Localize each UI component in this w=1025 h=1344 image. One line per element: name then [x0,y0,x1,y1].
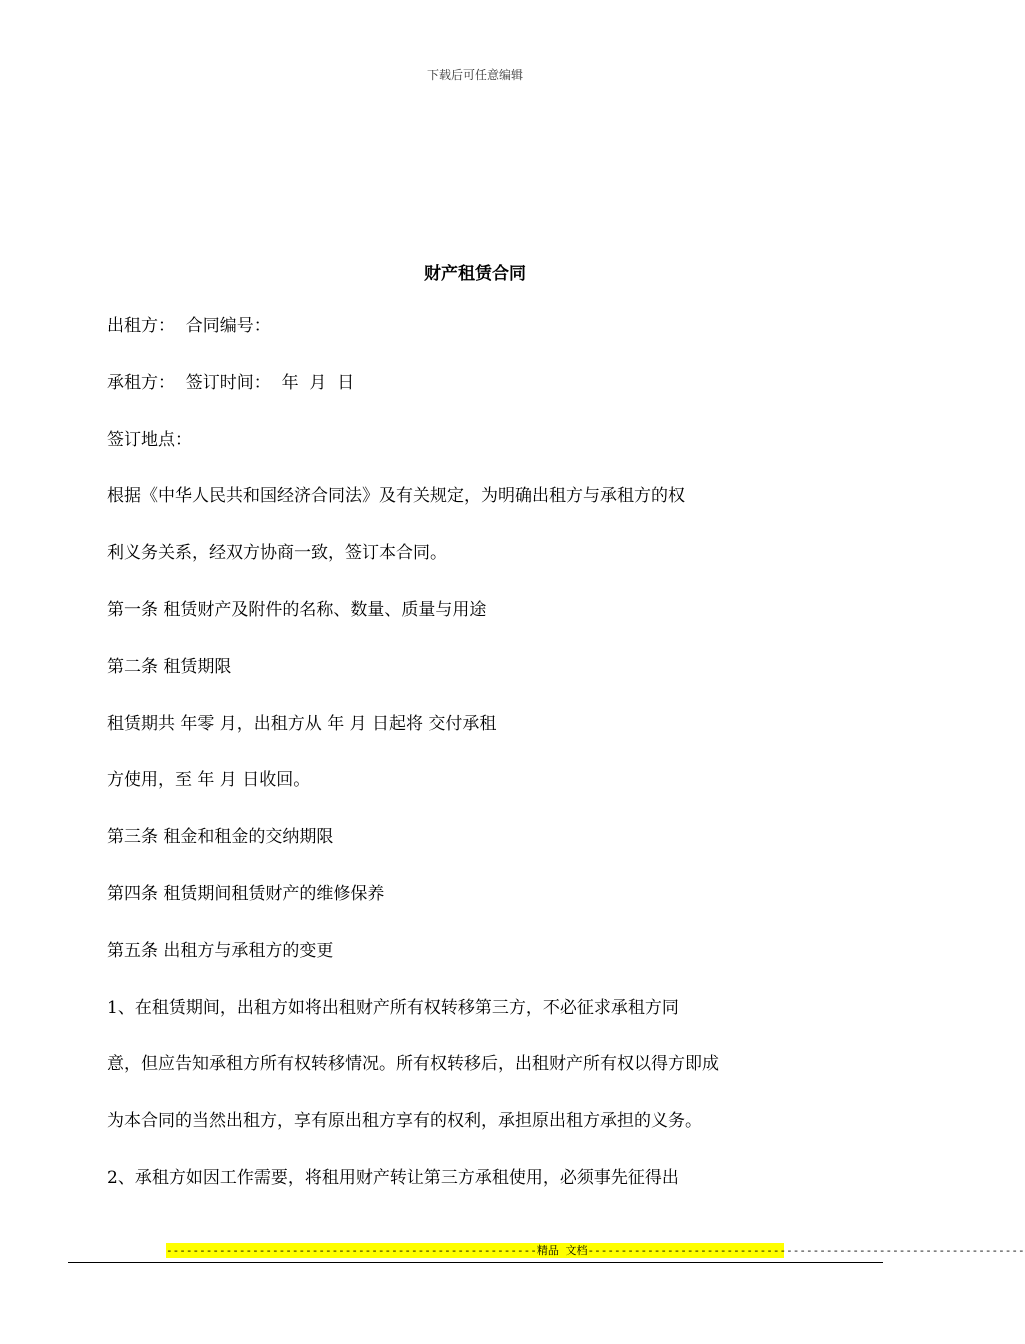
body-line: 出租方： 合同编号： [107,316,271,336]
body-line: 租赁期共 年零 月，出租方从 年 月 日起将 交付承租 [107,713,497,734]
body-line: 为本合同的当然出租方，享有原出租方享有的权利，承担原出租方承担的义务。 [107,1111,702,1132]
footer-banner: --------------------------------------------------------精品 文档------------------------------------------------------------------ [166,1244,1025,1257]
body-line: 根据《中华人民共和国经济合同法》及有关规定，为明确出租方与承租方的权 [107,486,685,507]
body-line: 第三条 租金和租金的交纳期限 [107,827,334,848]
header-note: 下载后可任意编辑 [426,68,523,82]
body-line: 意，但应告知承租方所有权转移情况。所有权转移后，出租财产所有权以得方即成 [107,1054,719,1075]
body-line: 2、承租方如因工作需要，将租用财产转让第三方承租使用，必须事先征得出 [107,1167,679,1188]
footer-divider [68,1262,883,1263]
document-body [107,314,867,1223]
body-line: 方使用，至 年 月 日收回。 [107,770,311,791]
body-line: 第五条 出租方与承租方的变更 [107,940,334,961]
body-line: 第二条 租赁期限 [107,656,232,677]
body-line: 1、在租赁期间，出租方如将出租财产所有权转移第三方，不必征求承租方同 [107,997,679,1018]
body-line: 签订地点： [107,429,192,450]
body-line: 利义务关系，经双方协商一致，签订本合同。 [107,543,447,564]
body-line: 第四条 租赁期间租赁财产的维修保养 [107,883,385,904]
document-title: 财产租赁合同 [424,264,526,284]
body-line: 承租方： 签订时间： 年 月 日 [107,372,355,393]
body-line: 第一条 租赁财产及附件的名称、数量、质量与用途 [107,599,487,620]
